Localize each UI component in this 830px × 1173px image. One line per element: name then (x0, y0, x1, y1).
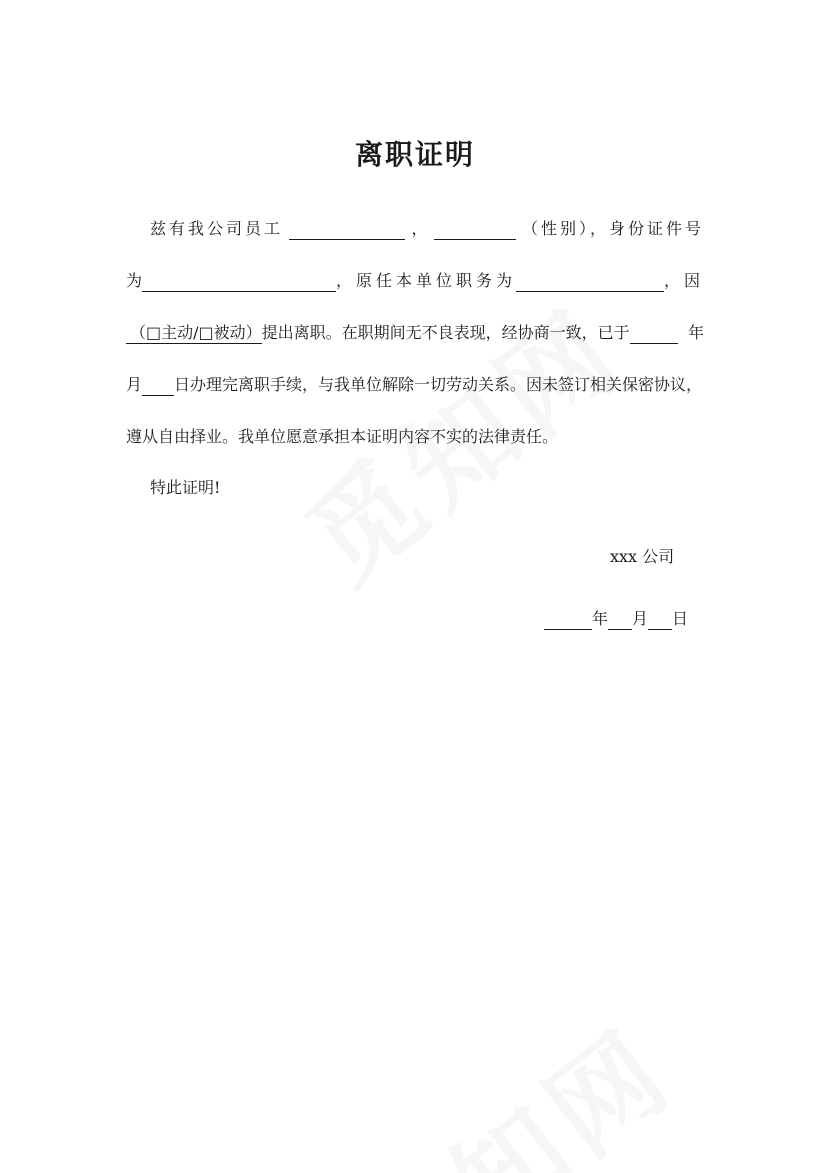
body-line-1 (126, 218, 704, 240)
body-line-3 (126, 322, 704, 344)
text-segment: 为 (126, 271, 143, 290)
year-label: 年 (592, 609, 609, 628)
month-label: 月 (632, 609, 649, 628)
text-segment: 日办理完离职手续，与我单位解除一切劳动关系。因未签订相关保密协议， (174, 375, 703, 394)
text-segment: ，因 (664, 271, 705, 290)
text-segment: 提出离职。在职期间无不良表现，经协商一致，已于 (261, 323, 630, 342)
sign-year-blank (544, 611, 592, 630)
gender-blank (434, 221, 516, 240)
text-segment: ， (411, 219, 428, 238)
date-line (544, 608, 688, 630)
body-line-2 (126, 270, 704, 292)
day-label: 日 (672, 609, 689, 628)
text-segment: 年 (687, 323, 704, 342)
company-name: xxx 公司 (610, 547, 675, 566)
body-line-4 (126, 374, 704, 396)
watermark (320, 986, 701, 1173)
month-blank (142, 377, 174, 396)
resignation-type-choice: （□主动/□被动） (126, 323, 262, 344)
employee-name-blank (289, 221, 405, 240)
text-segment: 月 (126, 375, 143, 394)
year-blank (630, 325, 678, 344)
closing-statement: 特此证明! (150, 478, 221, 497)
id-number-blank (142, 273, 336, 292)
document-title: 离职证明 (354, 138, 475, 171)
sign-day-blank (648, 611, 672, 630)
position-blank (516, 273, 664, 292)
text-segment: 兹有我公司员工 (150, 219, 284, 238)
text-segment: ，原任本单位职务为 (336, 271, 517, 290)
sign-month-blank (608, 611, 632, 630)
text-segment: （性别），身份证件号 (521, 219, 704, 238)
body-line-5: 遵从自由择业。我单位愿意承担本证明内容不实的法律责任。 (126, 427, 559, 446)
